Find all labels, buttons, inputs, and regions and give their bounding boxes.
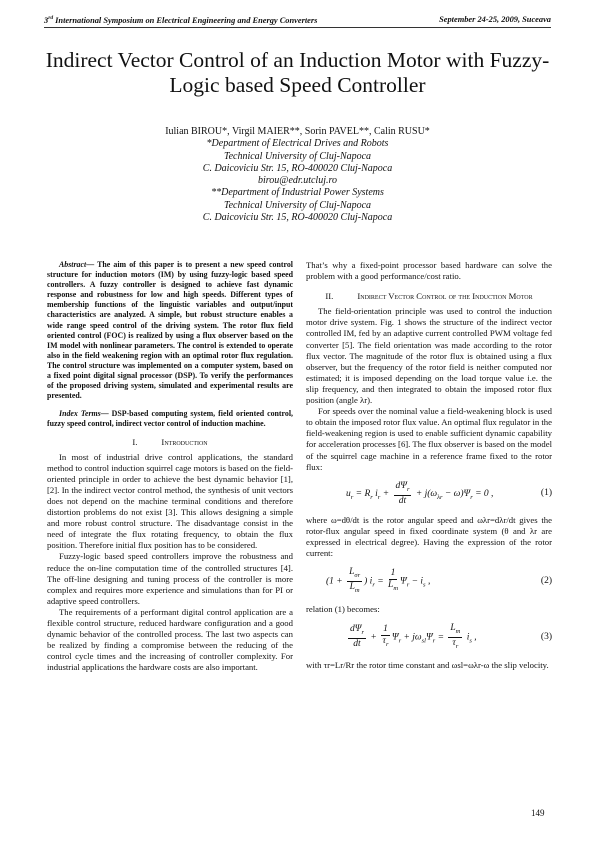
index-terms: Index Terms— DSP-based computing system, field oriented control, fuzzy speed control, indirect vector control of induction machine. (47, 409, 294, 429)
affiliation-line: Technical University of Cluj-Napoca (223, 199, 372, 211)
paragraph: For speeds over the nominal value a field-weakening block is used to obtain the imposed rotor flux value. An optimal flux regulator in the field-weakening region is used to enable sufficient dynamic capability for acceleration processes [6]. The flux observer is based on the model of the squirrel cage machine in a reference frame fixed to the rotor flux: (306, 406, 552, 472)
paragraph: Fuzzy-logic based speed controllers improve the robustness and reduce the on-line computation time of the controlled structures [4]. The off-line designing and tuning process of the controller is more complex and requires more experience and simulations than for PI or adaptive speed controllers. (47, 551, 293, 606)
conference-name: 3rd International Symposium on Electrical Engineering and Energy Converters (44, 15, 318, 25)
section-heading: II. Indirect Vector Control of the Induction Motor (325, 291, 533, 302)
equation-2: (1 + $\frac{L_{\sigma r}}{L_m}$ ) $i_r$ = $\frac{1}{L_m}$ $\Psi_r - i_s$ , (2) (326, 566, 552, 594)
paragraph: The requirements of a performant digital control application are a flexible control structure, reduced hardware configuration and a good dynamic behavior of the controlled process. The last two aspects can be realized by finding a compromise between the reducing of the control cycle times and the increasing of controller complexity. For industrial applications the hardware costs are also important. (47, 606, 293, 673)
affiliation-line: **Department of Industrial Power Systems (211, 187, 384, 199)
author-list: Iulian BIROU*, Virgil MAIER**, Sorin PAVEL**, Calin RUSU* (165, 126, 430, 137)
paragraph: In most of industrial drive control applications, the standard method to control induction squirrel cage motors is based on the field-oriented principle in order to achieve the best dynamic behavior [1], [2]. In the indirect vector control method, the synthesis of unit vectors does not depend on the machine terminal conditions and therefore distortion problems do not exist [3]. This allows designing a simple and more robust control structure. The disadvantage consist in the need of integrate the flux rotating frequency, to obtain the flux position. Therefore initial flux position has to be considered. (47, 451, 293, 551)
affiliation-line: *Department of Electrical Drives and Robots (206, 138, 389, 150)
conference-date: September 24-25, 2009, Suceava (439, 15, 551, 24)
left-column (47, 260, 293, 673)
affiliation-line: C. Daicoviciu Str. 15, RO-400020 Cluj-Napoca (202, 162, 393, 174)
equation-number: (1) (540, 488, 552, 499)
affiliation-line: Technical University of Cluj-Napoca (223, 150, 372, 162)
equation-number: (3) (540, 631, 552, 642)
equation-1: $u_r = R_r$ $i_r$ + $\frac{d\Psi_r}{dt}$ + $j(\omega_{\lambda r} - \omega)\Psi_r = 0$ , (1) (346, 480, 552, 506)
author-block (40, 126, 555, 224)
author-email: birou@edr.utcluj.ro (257, 175, 337, 187)
paper-title: Indirect Vector Control of an Induction Motor with Fuzzy-Logic based Speed Controller (45, 48, 550, 97)
paragraph: The field-orientation principle was used to control the induction motor drive system. Fig. 1 shows the structure of the indirect vector controlled IM, fed by an adaptive current controlled PWM voltage fed converter [5]. The field orientation was made according to the rotor flux vector. The magnitude of the rotor flux is obtained using a flux observer, but the frequency of the rotor field is neither computed nor estimated; it is imposed depending on the load torque value i.e. the slip frequency, and then integrated to obtain the imposed rotor flux position (angle λr). (306, 306, 552, 406)
equation-3: $\frac{d\Psi_r}{dt}$ + $\frac{1}{\tau_r}$ $\Psi_r + j\omega_{sl}\Psi_r$ = $\frac{L_m}{\tau_r}$ $i_s$ , (3) (350, 622, 552, 650)
page-number: 149 (531, 808, 545, 818)
paragraph: relation (1) becomes: (306, 603, 380, 614)
running-header (44, 15, 551, 28)
affiliation-line: C. Daicoviciu Str. 15, RO-400020 Cluj-Napoca (202, 212, 393, 224)
paragraph: with τr=Lr/Rr the rotor time constant and ωsl=ωλr-ω the slip velocity. (306, 659, 549, 670)
paragraph: That’s why a fixed-point processor based hardware can solve the problem with a good performance/cost ratio. (306, 260, 552, 282)
section-heading: I. Introduction (132, 436, 208, 447)
right-column (306, 260, 552, 671)
equation-number: (2) (540, 575, 552, 586)
paragraph: where ω=dθ/dt is the rotor angular speed and ωλr=dλr/dt gives the rotor-flux angular speed in fixed coordinate system (θ and λr are expressed in electrical degree). Having the expression of the rotor current: (306, 514, 552, 558)
abstract: Abstract— The aim of this paper is to present a new speed control structure for induction motors (IM) by using fuzzy-logic based speed controllers. A fuzzy controller is designed to achieve fast dynamic response and robustness for low and high speeds. Different types of membership functions of the linguistic variables and output/input characteristics are analyzed. A simple, but robust structure enables a wide range speed control of the driving system. The rotor flux field oriented control (FOC) is realized by using a flux observer based on the IM model with nonlinear parameters. The control is extended to operate also in the field weakening region with an optimal rotor flux regulation. The control structure was implemented on a computer system, based on a fixed point digital signal processor (DSP). To verify the performances of the proposed driving system, simulated and experimental results are presented. (47, 260, 293, 401)
